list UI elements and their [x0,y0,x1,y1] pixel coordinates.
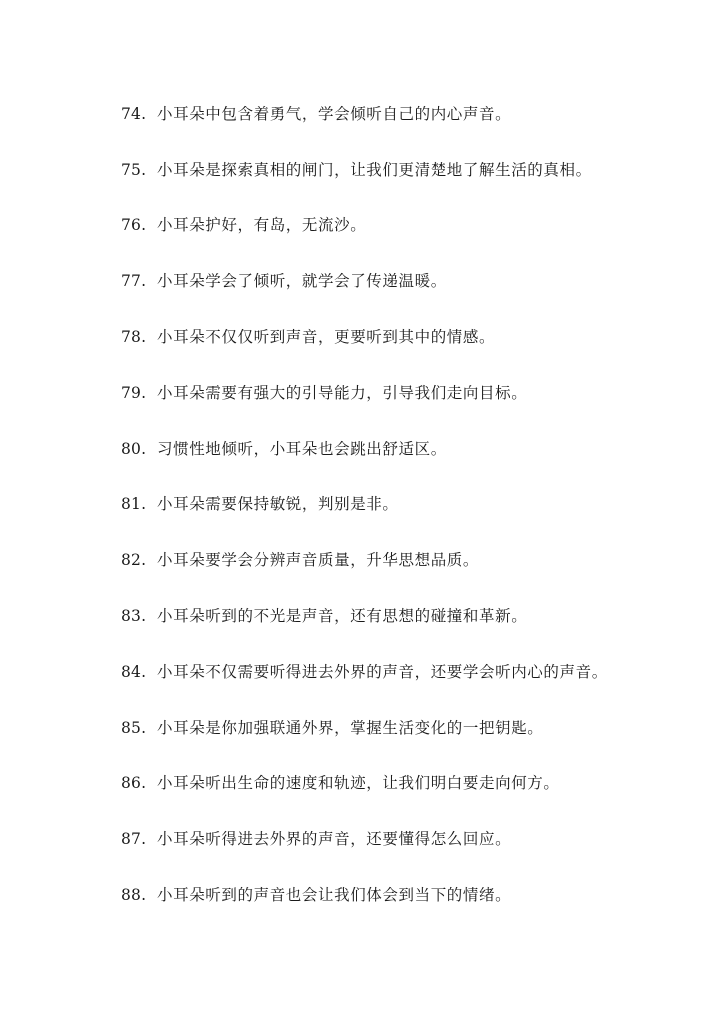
list-item [121,477,701,533]
list-item [121,365,701,421]
item-number: 80. [121,439,147,458]
item-text: 小耳朵要学会分辨声音质量，升华思想品质。 [157,551,480,570]
item-text: 小耳朵是你加强联通外界，掌握生活变化的一把钥匙。 [157,718,544,737]
item-text: 小耳朵中包含着勇气，学会倾听自己的内心声音。 [157,104,512,123]
list-item [121,588,701,644]
list-item [121,309,701,365]
item-number: 76. [121,216,147,235]
item-number: 78. [121,328,147,347]
list-item [121,253,701,309]
numbered-list [121,86,701,923]
list-item [121,644,701,700]
list-item [121,811,701,867]
item-number: 81. [121,495,147,514]
item-number: 84. [121,662,147,681]
item-text: 习惯性地倾听，小耳朵也会跳出舒适区。 [157,439,447,458]
item-text: 小耳朵需要保持敏锐，判别是非。 [157,495,399,514]
list-item [121,142,701,198]
item-number: 87. [121,830,147,849]
item-text: 小耳朵是探索真相的闸门，让我们更清楚地了解生活的真相。 [157,160,592,179]
item-number: 85. [121,718,147,737]
list-item [121,421,701,477]
item-text: 小耳朵不仅需要听得进去外界的声音，还要学会听内心的声音。 [157,662,608,681]
item-text: 小耳朵听得进去外界的声音，还要懂得怎么回应。 [157,830,512,849]
item-text: 小耳朵护好，有岛，无流沙。 [157,216,367,235]
item-number: 74. [121,104,147,123]
item-number: 79. [121,383,147,402]
item-text: 小耳朵需要有强大的引导能力，引导我们走向目标。 [157,383,528,402]
list-item [121,867,701,923]
item-number: 82. [121,551,147,570]
list-item [121,86,701,142]
item-text: 小耳朵听到的不光是声音，还有思想的碰撞和革新。 [157,607,528,626]
item-text: 小耳朵听到的声音也会让我们体会到当下的情绪。 [157,886,512,905]
item-number: 75. [121,160,147,179]
list-item [121,532,701,588]
list-item [121,756,701,812]
item-number: 77. [121,272,147,291]
item-text: 小耳朵学会了倾听，就学会了传递温暖。 [157,272,447,291]
item-number: 88. [121,886,147,905]
item-text: 小耳朵不仅仅听到声音，更要听到其中的情感。 [157,328,496,347]
item-number: 83. [121,607,147,626]
item-number: 86. [121,774,147,793]
list-item [121,700,701,756]
item-text: 小耳朵听出生命的速度和轨迹，让我们明白要走向何方。 [157,774,560,793]
list-item [121,198,701,254]
